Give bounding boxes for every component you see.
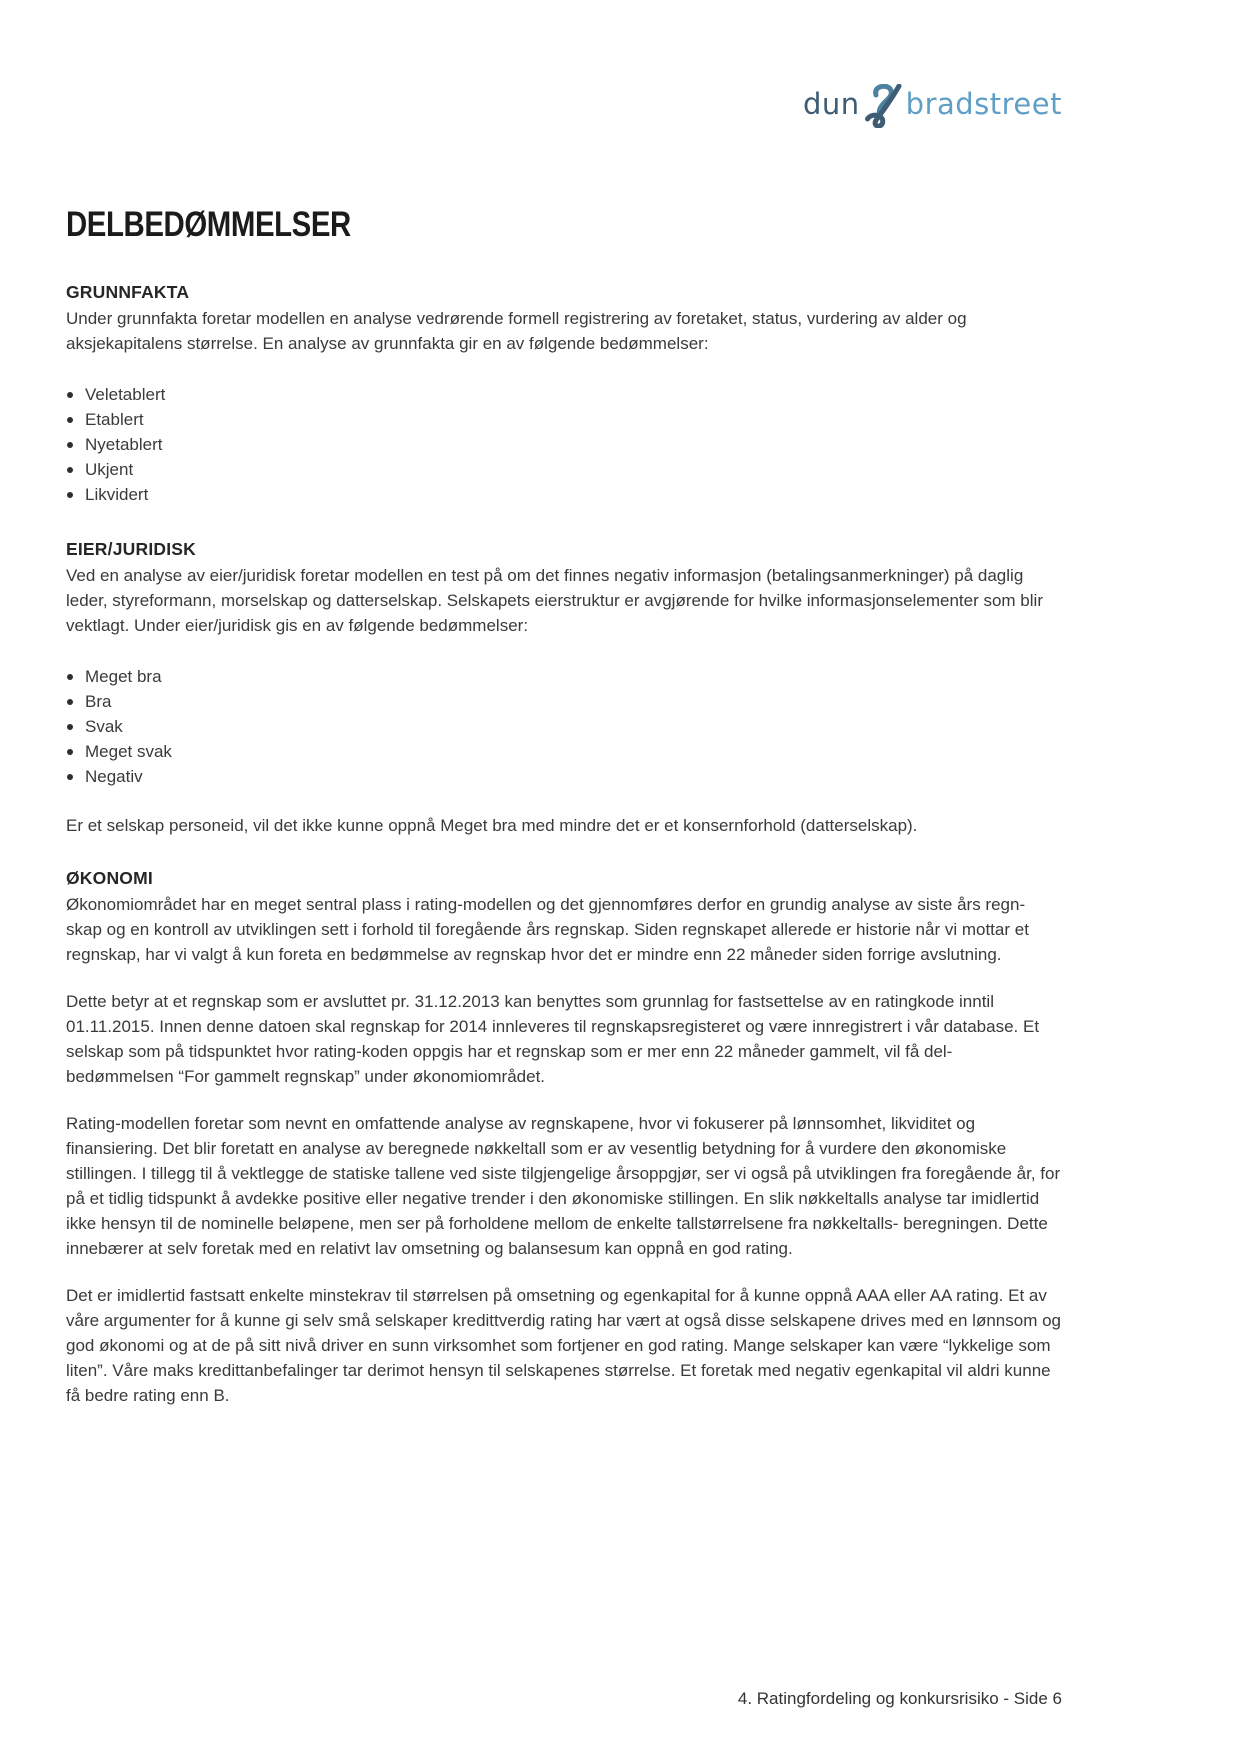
dun-and-bradstreet-logo: [803, 82, 1062, 126]
logo-word-bradstreet: bradstreet: [905, 86, 1062, 121]
list-item: Svak: [66, 714, 1062, 739]
logo-word-dun: dun: [802, 86, 860, 121]
page-content: [66, 0, 1062, 1408]
okonomi-paragraph-3: Rating-modellen foretar som nevnt en omfattende analyse av regnskapene, hvor vi fokuserer på lønnsomhet, likviditet og finansiering. Det blir foretatt en analyse av beregnede nøkkeltall som er av vesentlig betydning for å vurdere den økonomiske stillingen. I tillegg til å vektlegge de statiske tallene ved siste tilgjengelige årsoppgjør, ser vi også på utviklingen fra foregående år, for på et tidlig tidspunkt å avdekke positive eller negative trender i den økonomiske stillingen. En slik nøkkeltalls analyse tar imidlertid ikke hensyn til de nominelle beløpene, men ser på forholdene mellom de enkelte tallstørrelsene fra nøkkeltalls- beregningen. Dette innebærer at selv foretak med en relativt lav omsetning og balansesum kan oppnå en god rating.: [66, 1114, 1061, 1258]
list-item: Veletablert: [66, 382, 1062, 407]
list-item: Bra: [66, 689, 1062, 714]
list-item: Etablert: [66, 407, 1062, 432]
eier-juridisk-note: Er et selskap personeid, vil det ikke kunne oppnå Meget bra med mindre det er et konsernforhold (datterselskap).: [66, 816, 918, 835]
logo-row: [66, 86, 1062, 122]
list-item: Ukjent: [66, 457, 1062, 482]
page-title: DELBEDØMMELSER: [66, 205, 351, 244]
eier-juridisk-bullet-list: [66, 664, 1062, 789]
section-heading-okonomi: ØKONOMI: [66, 868, 153, 888]
section-heading-eier-juridisk: EIER/JURIDISK: [66, 539, 196, 559]
grunnfakta-bullet-list: [66, 382, 1062, 507]
section-heading-grunnfakta: GRUNNFAKTA: [66, 282, 190, 302]
list-item: Negativ: [66, 764, 1062, 789]
okonomi-paragraph-1: Økonomiområdet har en meget sentral plass i rating-modellen og det gjennomføres derfor en grundig analyse av siste års regn- skap og en kontroll av utviklingen sett i forhold til foregående års regnskap. Siden regnskapet allerede er historie når vi mottar et regnskap, har vi valgt å kun foreta en bedømmelse av regnskap hvor det er mindre enn 22 måneder siden forrige avslutning.: [66, 895, 1029, 964]
page-footer: 4. Ratingfordeling og konkursrisiko - Side 6: [737, 1689, 1062, 1708]
okonomi-paragraph-4: Det er imidlertid fastsatt enkelte minstekrav til størrelsen på omsetning og egenkapital for å kunne oppnå AAA eller AA rating. Et av våre argumenter for å kunne gi selv små selskaper kredittverdig rating har vært at også disse selskapene drives med en lønnsom og god økonomi og at de på sitt nivå driver en sunn virksomhet som fortjener en god rating. Mange selskaper kan være “lykkelige som liten”. Våre maks kredittanbefalinger tar derimot hensyn til selskapenes størrelse. Et foretak med negativ egenkapital vil aldri kunne få bedre rating enn B.: [66, 1286, 1061, 1405]
dnb-ampersand-icon: [863, 84, 903, 128]
list-item: Nyetablert: [66, 432, 1062, 457]
grunnfakta-paragraph: Under grunnfakta foretar modellen en analyse vedrørende formell registrering av foretaket, status, vurdering av alder og aksjekapitalens størrelse. En analyse av grunnfakta gir en av følgende bedømmelser:: [66, 309, 967, 353]
list-item: Likvidert: [66, 482, 1062, 507]
list-item: Meget bra: [66, 664, 1062, 689]
list-item: Meget svak: [66, 739, 1062, 764]
okonomi-paragraph-2: Dette betyr at et regnskap som er avsluttet pr. 31.12.2013 kan benyttes som grunnlag for fastsettelse av en ratingkode inntil 01.11.2015. Innen denne datoen skal regnskap for 2014 innleveres til regnskapsregisteret og være innregistrert i vår database. Et selskap som på tidspunktet hvor rating-koden oppgis har et regnskap som er mer enn 22 måneder gammelt, vil få del- bedømmelsen “For gammelt regnskap” under økonomiområdet.: [66, 992, 1040, 1086]
eier-juridisk-paragraph: Ved en analyse av eier/juridisk foretar modellen en test på om det finnes negativ informasjon (betalingsanmerkninger) på daglig leder, styreformann, morselskap og datterselskap. Selskapets eierstruktur er avgjørende for hvilke informasjonselementer som blir vektlagt. Under eier/juridisk gis en av følgende bedømmelser:: [66, 566, 1043, 635]
